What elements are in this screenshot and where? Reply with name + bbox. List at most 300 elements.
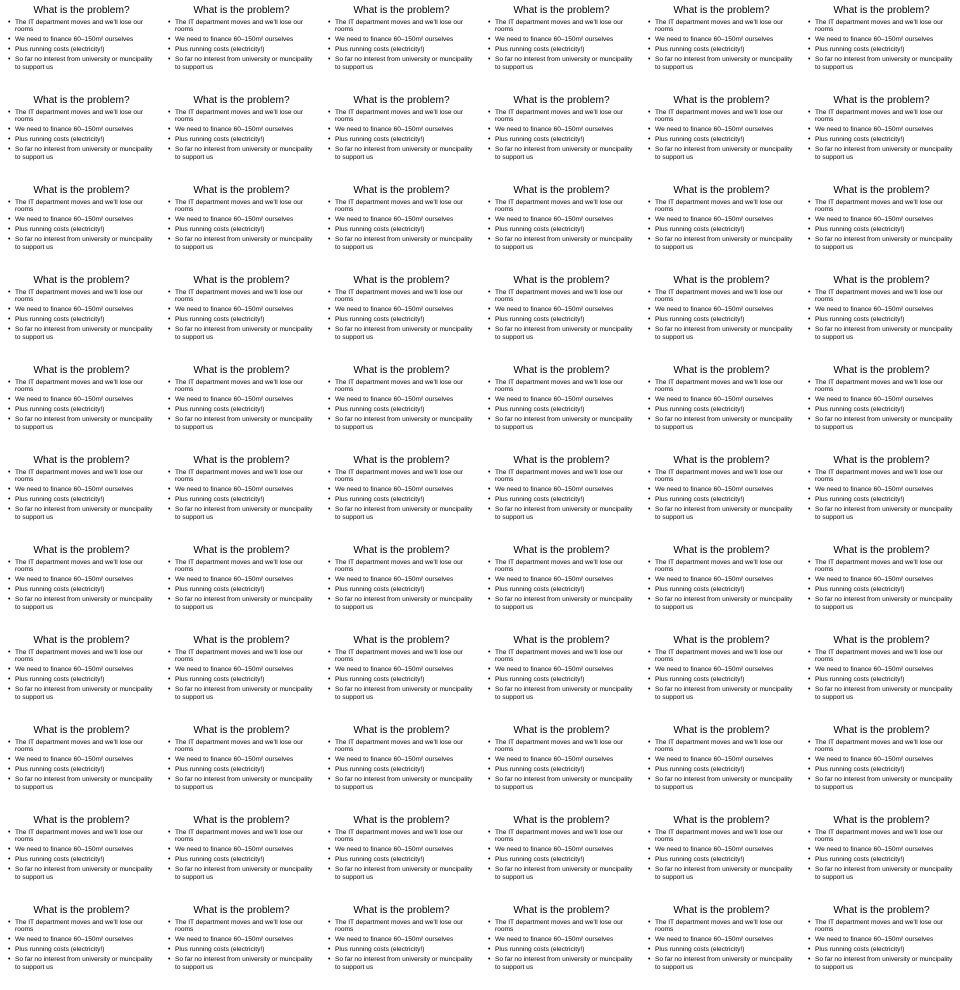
bullet-dot-icon: •	[488, 136, 491, 144]
bullet-item	[809, 46, 954, 53]
bullet-dot-icon: •	[808, 936, 811, 944]
bullet-text: The IT department moves and we'll lose our rooms	[495, 649, 623, 664]
bullet-text: So far no interest from university or muncipality to support us	[15, 56, 153, 71]
bullet-text: Plus running costs (electricity!)	[815, 676, 905, 684]
slide-title: What is the problem?	[673, 725, 770, 736]
bullet-dot-icon: •	[648, 756, 651, 764]
bullet-item	[489, 946, 634, 953]
bullet-list	[9, 739, 154, 791]
bullet-text: So far no interest from university or muncipality to support us	[175, 416, 313, 431]
bullet-dot-icon: •	[8, 236, 11, 244]
bullet-dot-icon: •	[8, 379, 11, 386]
bullet-item	[489, 146, 634, 161]
bullet-dot-icon: •	[328, 379, 331, 386]
bullet-dot-icon: •	[648, 469, 651, 476]
bullet-item	[169, 236, 314, 251]
bullet-list	[169, 289, 314, 341]
bullet-list	[329, 559, 474, 611]
bullet-dot-icon: •	[8, 199, 11, 206]
slide-title: What is the problem?	[673, 185, 770, 196]
bullet-item	[649, 776, 794, 791]
bullet-dot-icon: •	[328, 846, 331, 854]
slide-title: What is the problem?	[833, 635, 930, 646]
bullet-item	[9, 216, 154, 223]
bullet-text: So far no interest from university or muncipality to support us	[15, 416, 153, 431]
bullet-dot-icon: •	[648, 109, 651, 116]
bullet-dot-icon: •	[488, 109, 491, 116]
slide-title: What is the problem?	[833, 5, 930, 16]
slide-thumbnail	[480, 360, 640, 450]
bullet-item	[489, 496, 634, 503]
bullet-item	[169, 846, 314, 853]
bullet-dot-icon: •	[488, 306, 491, 314]
bullet-text: The IT department moves and we'll lose our rooms	[15, 739, 143, 754]
bullet-item	[809, 596, 954, 611]
bullet-item	[9, 109, 154, 124]
bullet-dot-icon: •	[808, 396, 811, 404]
bullet-text: Plus running costs (electricity!)	[655, 766, 745, 774]
bullet-list	[649, 469, 794, 521]
slide-title: What is the problem?	[513, 455, 610, 466]
bullet-list	[169, 109, 314, 161]
bullet-item	[169, 756, 314, 763]
bullet-item	[489, 586, 634, 593]
bullet-item	[489, 216, 634, 223]
bullet-list	[329, 739, 474, 791]
slide-title: What is the problem?	[513, 545, 610, 556]
bullet-dot-icon: •	[488, 576, 491, 584]
bullet-list	[329, 109, 474, 161]
bullet-item	[169, 486, 314, 493]
bullet-text: So far no interest from university or muncipality to support us	[15, 956, 153, 971]
bullet-list	[9, 19, 154, 71]
bullet-text: So far no interest from university or muncipality to support us	[495, 56, 633, 71]
bullet-item	[489, 306, 634, 313]
bullet-dot-icon: •	[168, 866, 171, 874]
bullet-item	[489, 126, 634, 133]
bullet-dot-icon: •	[808, 379, 811, 386]
slide-thumbnail	[640, 270, 800, 360]
bullet-item	[329, 289, 474, 304]
slide-thumbnail	[0, 180, 160, 270]
slide-title: What is the problem?	[193, 185, 290, 196]
bullet-dot-icon: •	[808, 236, 811, 244]
bullet-item	[169, 919, 314, 934]
bullet-item	[329, 379, 474, 394]
bullet-dot-icon: •	[8, 936, 11, 944]
bullet-dot-icon: •	[168, 306, 171, 314]
bullet-dot-icon: •	[648, 126, 651, 134]
bullet-item	[169, 686, 314, 701]
bullet-item	[809, 666, 954, 673]
bullet-dot-icon: •	[8, 666, 11, 674]
bullet-dot-icon: •	[808, 226, 811, 234]
bullet-dot-icon: •	[808, 146, 811, 154]
slide-title: What is the problem?	[833, 365, 930, 376]
bullet-dot-icon: •	[488, 506, 491, 514]
bullet-text: So far no interest from university or muncipality to support us	[495, 146, 633, 161]
bullet-text: So far no interest from university or muncipality to support us	[175, 236, 313, 251]
slide-title: What is the problem?	[513, 635, 610, 646]
bullet-text: The IT department moves and we'll lose our rooms	[655, 469, 783, 484]
bullet-text: Plus running costs (electricity!)	[15, 226, 105, 234]
bullet-text: We need to finance 60–150m² ourselves	[15, 936, 134, 944]
slide-thumbnail	[800, 450, 960, 540]
bullet-dot-icon: •	[488, 226, 491, 234]
bullet-item	[809, 559, 954, 574]
bullet-item	[489, 649, 634, 664]
bullet-item	[809, 136, 954, 143]
bullet-item	[809, 19, 954, 34]
bullet-dot-icon: •	[168, 676, 171, 684]
bullet-list	[489, 469, 634, 521]
bullet-item	[649, 19, 794, 34]
bullet-item	[9, 486, 154, 493]
bullet-dot-icon: •	[808, 846, 811, 854]
slide-title: What is the problem?	[353, 185, 450, 196]
bullet-dot-icon: •	[808, 199, 811, 206]
bullet-list	[329, 649, 474, 701]
bullet-dot-icon: •	[8, 316, 11, 324]
bullet-item	[9, 379, 154, 394]
bullet-dot-icon: •	[648, 379, 651, 386]
bullet-dot-icon: •	[168, 596, 171, 604]
bullet-text: The IT department moves and we'll lose our rooms	[335, 199, 463, 214]
bullet-dot-icon: •	[488, 36, 491, 44]
bullet-text: Plus running costs (electricity!)	[15, 676, 105, 684]
bullet-text: We need to finance 60–150m² ourselves	[495, 396, 614, 404]
bullet-text: Plus running costs (electricity!)	[655, 946, 745, 954]
bullet-dot-icon: •	[168, 126, 171, 134]
bullet-item	[9, 199, 154, 214]
bullet-text: The IT department moves and we'll lose our rooms	[335, 829, 463, 844]
bullet-list	[329, 289, 474, 341]
bullet-dot-icon: •	[328, 936, 331, 944]
bullet-item	[169, 866, 314, 881]
bullet-text: So far no interest from university or muncipality to support us	[15, 776, 153, 791]
bullet-text: We need to finance 60–150m² ourselves	[15, 216, 134, 224]
bullet-item	[9, 856, 154, 863]
bullet-item	[169, 406, 314, 413]
bullet-text: Plus running costs (electricity!)	[655, 316, 745, 324]
bullet-dot-icon: •	[648, 936, 651, 944]
bullet-list	[489, 739, 634, 791]
slide-title: What is the problem?	[673, 815, 770, 826]
bullet-text: So far no interest from university or muncipality to support us	[655, 956, 793, 971]
bullet-dot-icon: •	[808, 416, 811, 424]
bullet-text: We need to finance 60–150m² ourselves	[15, 756, 134, 764]
bullet-text: We need to finance 60–150m² ourselves	[655, 846, 774, 854]
bullet-dot-icon: •	[168, 19, 171, 26]
bullet-item	[329, 559, 474, 574]
bullet-item	[649, 406, 794, 413]
bullet-text: So far no interest from university or muncipality to support us	[815, 326, 953, 341]
bullet-text: The IT department moves and we'll lose our rooms	[495, 289, 623, 304]
bullet-text: Plus running costs (electricity!)	[495, 406, 585, 414]
bullet-list	[809, 109, 954, 161]
slide-thumbnail	[800, 810, 960, 900]
bullet-text: The IT department moves and we'll lose our rooms	[175, 829, 303, 844]
bullet-dot-icon: •	[488, 56, 491, 64]
bullet-dot-icon: •	[488, 766, 491, 774]
bullet-text: The IT department moves and we'll lose our rooms	[15, 829, 143, 844]
bullet-item	[489, 506, 634, 521]
bullet-dot-icon: •	[488, 866, 491, 874]
bullet-text: Plus running costs (electricity!)	[335, 766, 425, 774]
bullet-item	[9, 776, 154, 791]
bullet-text: So far no interest from university or muncipality to support us	[495, 596, 633, 611]
bullet-item	[809, 776, 954, 791]
bullet-text: We need to finance 60–150m² ourselves	[495, 126, 614, 134]
bullet-item	[649, 596, 794, 611]
bullet-text: So far no interest from university or muncipality to support us	[815, 866, 953, 881]
bullet-text: Plus running costs (electricity!)	[175, 316, 265, 324]
bullet-dot-icon: •	[488, 236, 491, 244]
bullet-item	[9, 226, 154, 233]
slide-thumbnail	[0, 540, 160, 630]
bullet-item	[809, 649, 954, 664]
bullet-dot-icon: •	[648, 216, 651, 224]
bullet-item	[649, 586, 794, 593]
slide-thumbnail	[0, 450, 160, 540]
slide-thumbnail	[800, 720, 960, 810]
bullet-dot-icon: •	[488, 486, 491, 494]
slide-title: What is the problem?	[673, 275, 770, 286]
bullet-list	[649, 379, 794, 431]
slide-thumbnail	[480, 540, 640, 630]
bullet-dot-icon: •	[8, 136, 11, 144]
bullet-text: Plus running costs (electricity!)	[655, 226, 745, 234]
bullet-item	[9, 326, 154, 341]
bullet-text: The IT department moves and we'll lose our rooms	[335, 19, 463, 34]
slide-thumbnail	[0, 270, 160, 360]
bullet-item	[649, 126, 794, 133]
slide-thumbnail	[0, 630, 160, 720]
bullet-dot-icon: •	[328, 686, 331, 694]
bullet-text: So far no interest from university or muncipality to support us	[335, 506, 473, 521]
bullet-dot-icon: •	[8, 866, 11, 874]
bullet-dot-icon: •	[488, 649, 491, 656]
bullet-text: The IT department moves and we'll lose our rooms	[815, 289, 943, 304]
bullet-item	[329, 496, 474, 503]
slide-thumbnail	[0, 360, 160, 450]
slide-thumbnail	[160, 630, 320, 720]
bullet-text: So far no interest from university or muncipality to support us	[655, 776, 793, 791]
slide-thumbnail	[0, 810, 160, 900]
bullet-item	[9, 396, 154, 403]
bullet-text: Plus running costs (electricity!)	[815, 946, 905, 954]
bullet-item	[489, 46, 634, 53]
bullet-item	[169, 146, 314, 161]
slide-title: What is the problem?	[353, 545, 450, 556]
bullet-dot-icon: •	[808, 576, 811, 584]
bullet-item	[489, 766, 634, 773]
bullet-dot-icon: •	[168, 919, 171, 926]
bullet-dot-icon: •	[328, 919, 331, 926]
bullet-item	[649, 739, 794, 754]
bullet-text: The IT department moves and we'll lose our rooms	[815, 19, 943, 34]
bullet-text: We need to finance 60–150m² ourselves	[655, 756, 774, 764]
bullet-item	[169, 596, 314, 611]
bullet-item	[9, 126, 154, 133]
bullet-dot-icon: •	[648, 846, 651, 854]
bullet-list	[9, 379, 154, 431]
bullet-dot-icon: •	[168, 379, 171, 386]
bullet-item	[809, 289, 954, 304]
bullet-dot-icon: •	[328, 326, 331, 334]
bullet-item	[489, 109, 634, 124]
bullet-text: The IT department moves and we'll lose our rooms	[815, 829, 943, 844]
bullet-dot-icon: •	[648, 36, 651, 44]
bullet-list	[809, 919, 954, 971]
slide-title: What is the problem?	[513, 95, 610, 106]
bullet-dot-icon: •	[328, 226, 331, 234]
bullet-dot-icon: •	[8, 36, 11, 44]
bullet-list	[9, 199, 154, 251]
bullet-text: We need to finance 60–150m² ourselves	[175, 576, 294, 584]
bullet-text: The IT department moves and we'll lose our rooms	[335, 559, 463, 574]
bullet-dot-icon: •	[808, 216, 811, 224]
bullet-dot-icon: •	[168, 469, 171, 476]
bullet-dot-icon: •	[8, 829, 11, 836]
bullet-text: The IT department moves and we'll lose our rooms	[15, 109, 143, 124]
bullet-item	[649, 469, 794, 484]
slide-thumbnail	[480, 270, 640, 360]
slide-thumbnail	[800, 630, 960, 720]
bullet-text: Plus running costs (electricity!)	[335, 316, 425, 324]
bullet-dot-icon: •	[168, 326, 171, 334]
slide-thumbnail	[320, 270, 480, 360]
bullet-text: So far no interest from university or muncipality to support us	[15, 866, 153, 881]
bullet-dot-icon: •	[328, 306, 331, 314]
bullet-text: The IT department moves and we'll lose our rooms	[15, 199, 143, 214]
slide-thumbnail	[480, 0, 640, 90]
bullet-item	[649, 756, 794, 763]
bullet-item	[649, 109, 794, 124]
bullet-list	[649, 829, 794, 881]
bullet-item	[9, 316, 154, 323]
slide-title: What is the problem?	[33, 185, 130, 196]
bullet-dot-icon: •	[8, 326, 11, 334]
bullet-text: Plus running costs (electricity!)	[815, 136, 905, 144]
bullet-dot-icon: •	[808, 109, 811, 116]
bullet-dot-icon: •	[328, 946, 331, 954]
bullet-dot-icon: •	[328, 19, 331, 26]
bullet-item	[489, 776, 634, 791]
bullet-text: So far no interest from university or muncipality to support us	[335, 236, 473, 251]
bullet-dot-icon: •	[648, 946, 651, 954]
bullet-item	[809, 756, 954, 763]
bullet-item	[169, 56, 314, 71]
bullet-item	[489, 919, 634, 934]
bullet-text: We need to finance 60–150m² ourselves	[15, 576, 134, 584]
bullet-text: The IT department moves and we'll lose our rooms	[815, 919, 943, 934]
bullet-item	[649, 146, 794, 161]
bullet-text: The IT department moves and we'll lose our rooms	[175, 379, 303, 394]
bullet-dot-icon: •	[808, 316, 811, 324]
bullet-dot-icon: •	[808, 506, 811, 514]
bullet-text: So far no interest from university or muncipality to support us	[495, 956, 633, 971]
bullet-item	[9, 506, 154, 521]
bullet-dot-icon: •	[808, 866, 811, 874]
slide-thumbnail	[320, 810, 480, 900]
bullet-text: Plus running costs (electricity!)	[175, 676, 265, 684]
bullet-item	[169, 946, 314, 953]
bullet-dot-icon: •	[328, 216, 331, 224]
slide-title: What is the problem?	[353, 365, 450, 376]
bullet-dot-icon: •	[648, 586, 651, 594]
bullet-dot-icon: •	[648, 956, 651, 964]
bullet-item	[329, 506, 474, 521]
bullet-dot-icon: •	[648, 829, 651, 836]
bullet-item	[809, 126, 954, 133]
slide-title: What is the problem?	[833, 275, 930, 286]
bullet-dot-icon: •	[648, 406, 651, 414]
bullet-dot-icon: •	[808, 486, 811, 494]
slide-thumbnail	[480, 450, 640, 540]
bullet-dot-icon: •	[168, 146, 171, 154]
bullet-item	[329, 739, 474, 754]
bullet-text: Plus running costs (electricity!)	[495, 676, 585, 684]
bullet-text: We need to finance 60–150m² ourselves	[15, 306, 134, 314]
slide-thumbnail	[320, 540, 480, 630]
slide-title: What is the problem?	[513, 365, 610, 376]
bullet-item	[809, 919, 954, 934]
bullet-dot-icon: •	[328, 406, 331, 414]
bullet-list	[489, 289, 634, 341]
bullet-item	[489, 19, 634, 34]
bullet-text: The IT department moves and we'll lose our rooms	[175, 289, 303, 304]
slide-title: What is the problem?	[833, 95, 930, 106]
bullet-text: We need to finance 60–150m² ourselves	[15, 486, 134, 494]
bullet-text: The IT department moves and we'll lose our rooms	[335, 469, 463, 484]
bullet-item	[809, 406, 954, 413]
bullet-list	[649, 19, 794, 71]
bullet-item	[169, 739, 314, 754]
bullet-item	[649, 316, 794, 323]
bullet-text: So far no interest from university or muncipality to support us	[495, 326, 633, 341]
bullet-dot-icon: •	[808, 686, 811, 694]
bullet-item	[169, 19, 314, 34]
bullet-item	[329, 856, 474, 863]
slide-thumbnail	[800, 360, 960, 450]
bullet-dot-icon: •	[488, 829, 491, 836]
bullet-dot-icon: •	[648, 676, 651, 684]
slide-thumbnail	[800, 180, 960, 270]
bullet-item	[329, 829, 474, 844]
bullet-dot-icon: •	[648, 316, 651, 324]
bullet-item	[649, 306, 794, 313]
bullet-dot-icon: •	[488, 936, 491, 944]
bullet-text: The IT department moves and we'll lose our rooms	[175, 919, 303, 934]
bullet-item	[649, 136, 794, 143]
slide-title: What is the problem?	[353, 95, 450, 106]
bullet-dot-icon: •	[168, 586, 171, 594]
bullet-item	[489, 739, 634, 754]
bullet-item	[809, 846, 954, 853]
bullet-text: Plus running costs (electricity!)	[655, 46, 745, 54]
bullet-dot-icon: •	[648, 739, 651, 746]
bullet-item	[169, 506, 314, 521]
bullet-dot-icon: •	[488, 956, 491, 964]
bullet-text: The IT department moves and we'll lose our rooms	[495, 559, 623, 574]
slide-title: What is the problem?	[33, 365, 130, 376]
bullet-dot-icon: •	[488, 316, 491, 324]
bullet-item	[169, 216, 314, 223]
bullet-text: We need to finance 60–150m² ourselves	[815, 36, 934, 44]
bullet-dot-icon: •	[488, 739, 491, 746]
bullet-text: So far no interest from university or muncipality to support us	[815, 506, 953, 521]
